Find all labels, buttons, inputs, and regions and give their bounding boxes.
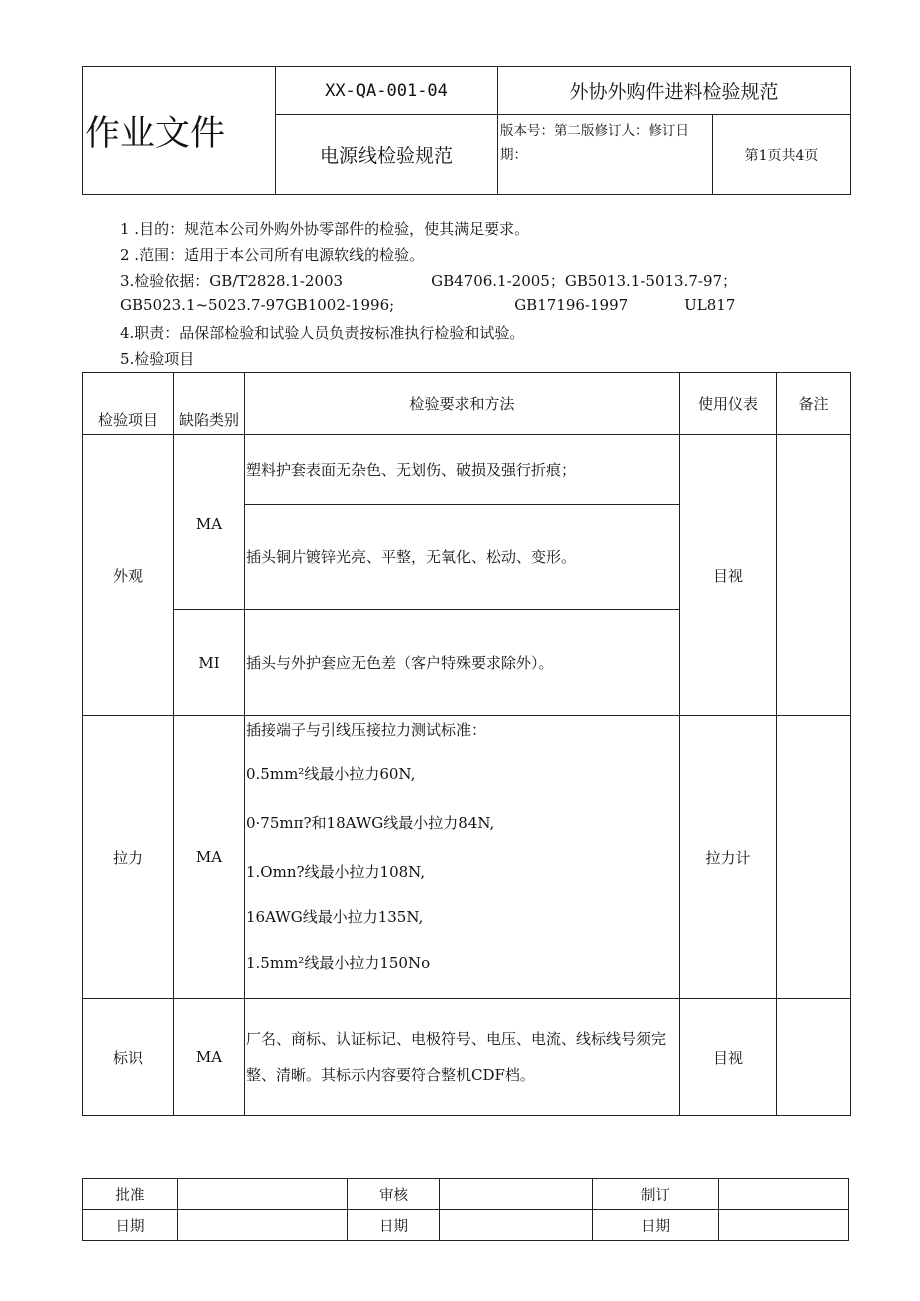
header-remark: 备注 — [777, 373, 851, 435]
appearance-defect-mi: MI — [174, 610, 245, 716]
duty-text: 4.职责：品保部检验和试验人员负责按标准执行检验和试验。 — [120, 324, 525, 342]
scope-text: 2 .范围：适用于本公司所有电源软线的检验。 — [120, 246, 425, 264]
review-label: 审核 — [348, 1179, 440, 1210]
table-header-row — [83, 373, 851, 435]
table-row — [83, 999, 851, 1116]
appearance-req-2: 插头铜片镀锌光亮、平整，无氧化、松动、变形。 — [245, 505, 680, 610]
purpose-text: 1 .目的：规范本公司外购外协零部件的检验，使其满足要求。 — [120, 220, 530, 238]
inspection-table — [82, 372, 851, 1116]
version-info: 版本号：第二版修订人：修订日期： — [498, 115, 713, 195]
basis-std-5: UL817 — [684, 296, 736, 314]
appearance-defect-ma: MA — [174, 435, 245, 610]
review-date-field — [440, 1210, 593, 1241]
document-header — [82, 66, 851, 195]
header-defect: 缺陷类别 — [174, 373, 245, 435]
header-method: 检验要求和方法 — [245, 373, 680, 435]
pull-req-line: 0.5mm²线最小拉力60N, — [246, 765, 416, 783]
marking-item: 标识 — [83, 999, 174, 1116]
signoff-row — [83, 1179, 849, 1210]
signoff-date-row — [83, 1210, 849, 1241]
marking-defect: MA — [174, 999, 245, 1116]
pull-remark — [777, 716, 851, 999]
table-row — [83, 716, 851, 999]
approve-date-label: 日期 — [83, 1210, 178, 1241]
appearance-remark — [777, 435, 851, 716]
appearance-req-1: 塑料护套表面无杂色、无划伤、破损及强行折痕； — [245, 435, 680, 505]
basis-line-2 — [120, 296, 735, 314]
marking-req: 厂名、商标、认证标记、电极符号、电压、电流、线标线号须完整、清晰。其标示内容要符合整机CDF档。 — [245, 999, 680, 1116]
pull-item: 拉力 — [83, 716, 174, 999]
basis-std-2: GB4706.1-2005；GB5013.1-5013.7-97； — [431, 272, 738, 290]
approve-date-field — [178, 1210, 348, 1241]
review-field — [440, 1179, 593, 1210]
table-row — [83, 435, 851, 505]
appearance-req-3: 插头与外护套应无色差（客户特殊要求除外）。 — [245, 610, 680, 716]
header-item: 检验项目 — [83, 373, 174, 435]
prepare-date-label: 日期 — [593, 1210, 719, 1241]
appearance-item: 外观 — [83, 435, 174, 716]
pull-req-line: 0·75mπ?和18AWG线最小拉力84N, — [246, 814, 495, 832]
basis-line-1 — [120, 270, 737, 291]
approve-label: 批准 — [83, 1179, 178, 1210]
pull-req-line: 16AWG线最小拉力135N, — [246, 908, 424, 926]
prepare-date-field — [719, 1210, 849, 1241]
approve-field — [178, 1179, 348, 1210]
appearance-instrument: 目视 — [680, 435, 777, 716]
series-title: 外协外购件进料检验规范 — [498, 67, 851, 115]
pull-requirements — [245, 716, 680, 999]
pull-req-line: 插接端子与引线压接拉力测试标准： — [246, 721, 487, 739]
marking-instrument: 目视 — [680, 999, 777, 1116]
marking-remark — [777, 999, 851, 1116]
review-date-label: 日期 — [348, 1210, 440, 1241]
pull-instrument: 拉力计 — [680, 716, 777, 999]
pull-req-line: 1.Omn?线最小拉力108N, — [246, 863, 426, 881]
page-info: 第1页共4页 — [713, 115, 851, 195]
prepare-field — [719, 1179, 849, 1210]
pull-req-line: 1.5mm²线最小拉力150No — [246, 954, 431, 972]
prepare-label: 制订 — [593, 1179, 719, 1210]
header-instrument: 使用仪表 — [680, 373, 777, 435]
spec-title: 电源线检验规范 — [276, 115, 498, 195]
pull-defect: MA — [174, 716, 245, 999]
doc-type-title: 作业文件 — [83, 67, 276, 195]
items-heading: 5.检验项目 — [120, 350, 195, 368]
basis-std-4: GB17196-1997 — [514, 296, 629, 314]
doc-code: XX-QA-001-04 — [276, 67, 498, 115]
basis-std-3: GB5023.1~5023.7-97GB1002-1996; — [120, 296, 395, 314]
basis-label: 3.检验依据：GB/T2828.1-2003 — [120, 272, 344, 290]
signoff-table — [82, 1178, 849, 1241]
